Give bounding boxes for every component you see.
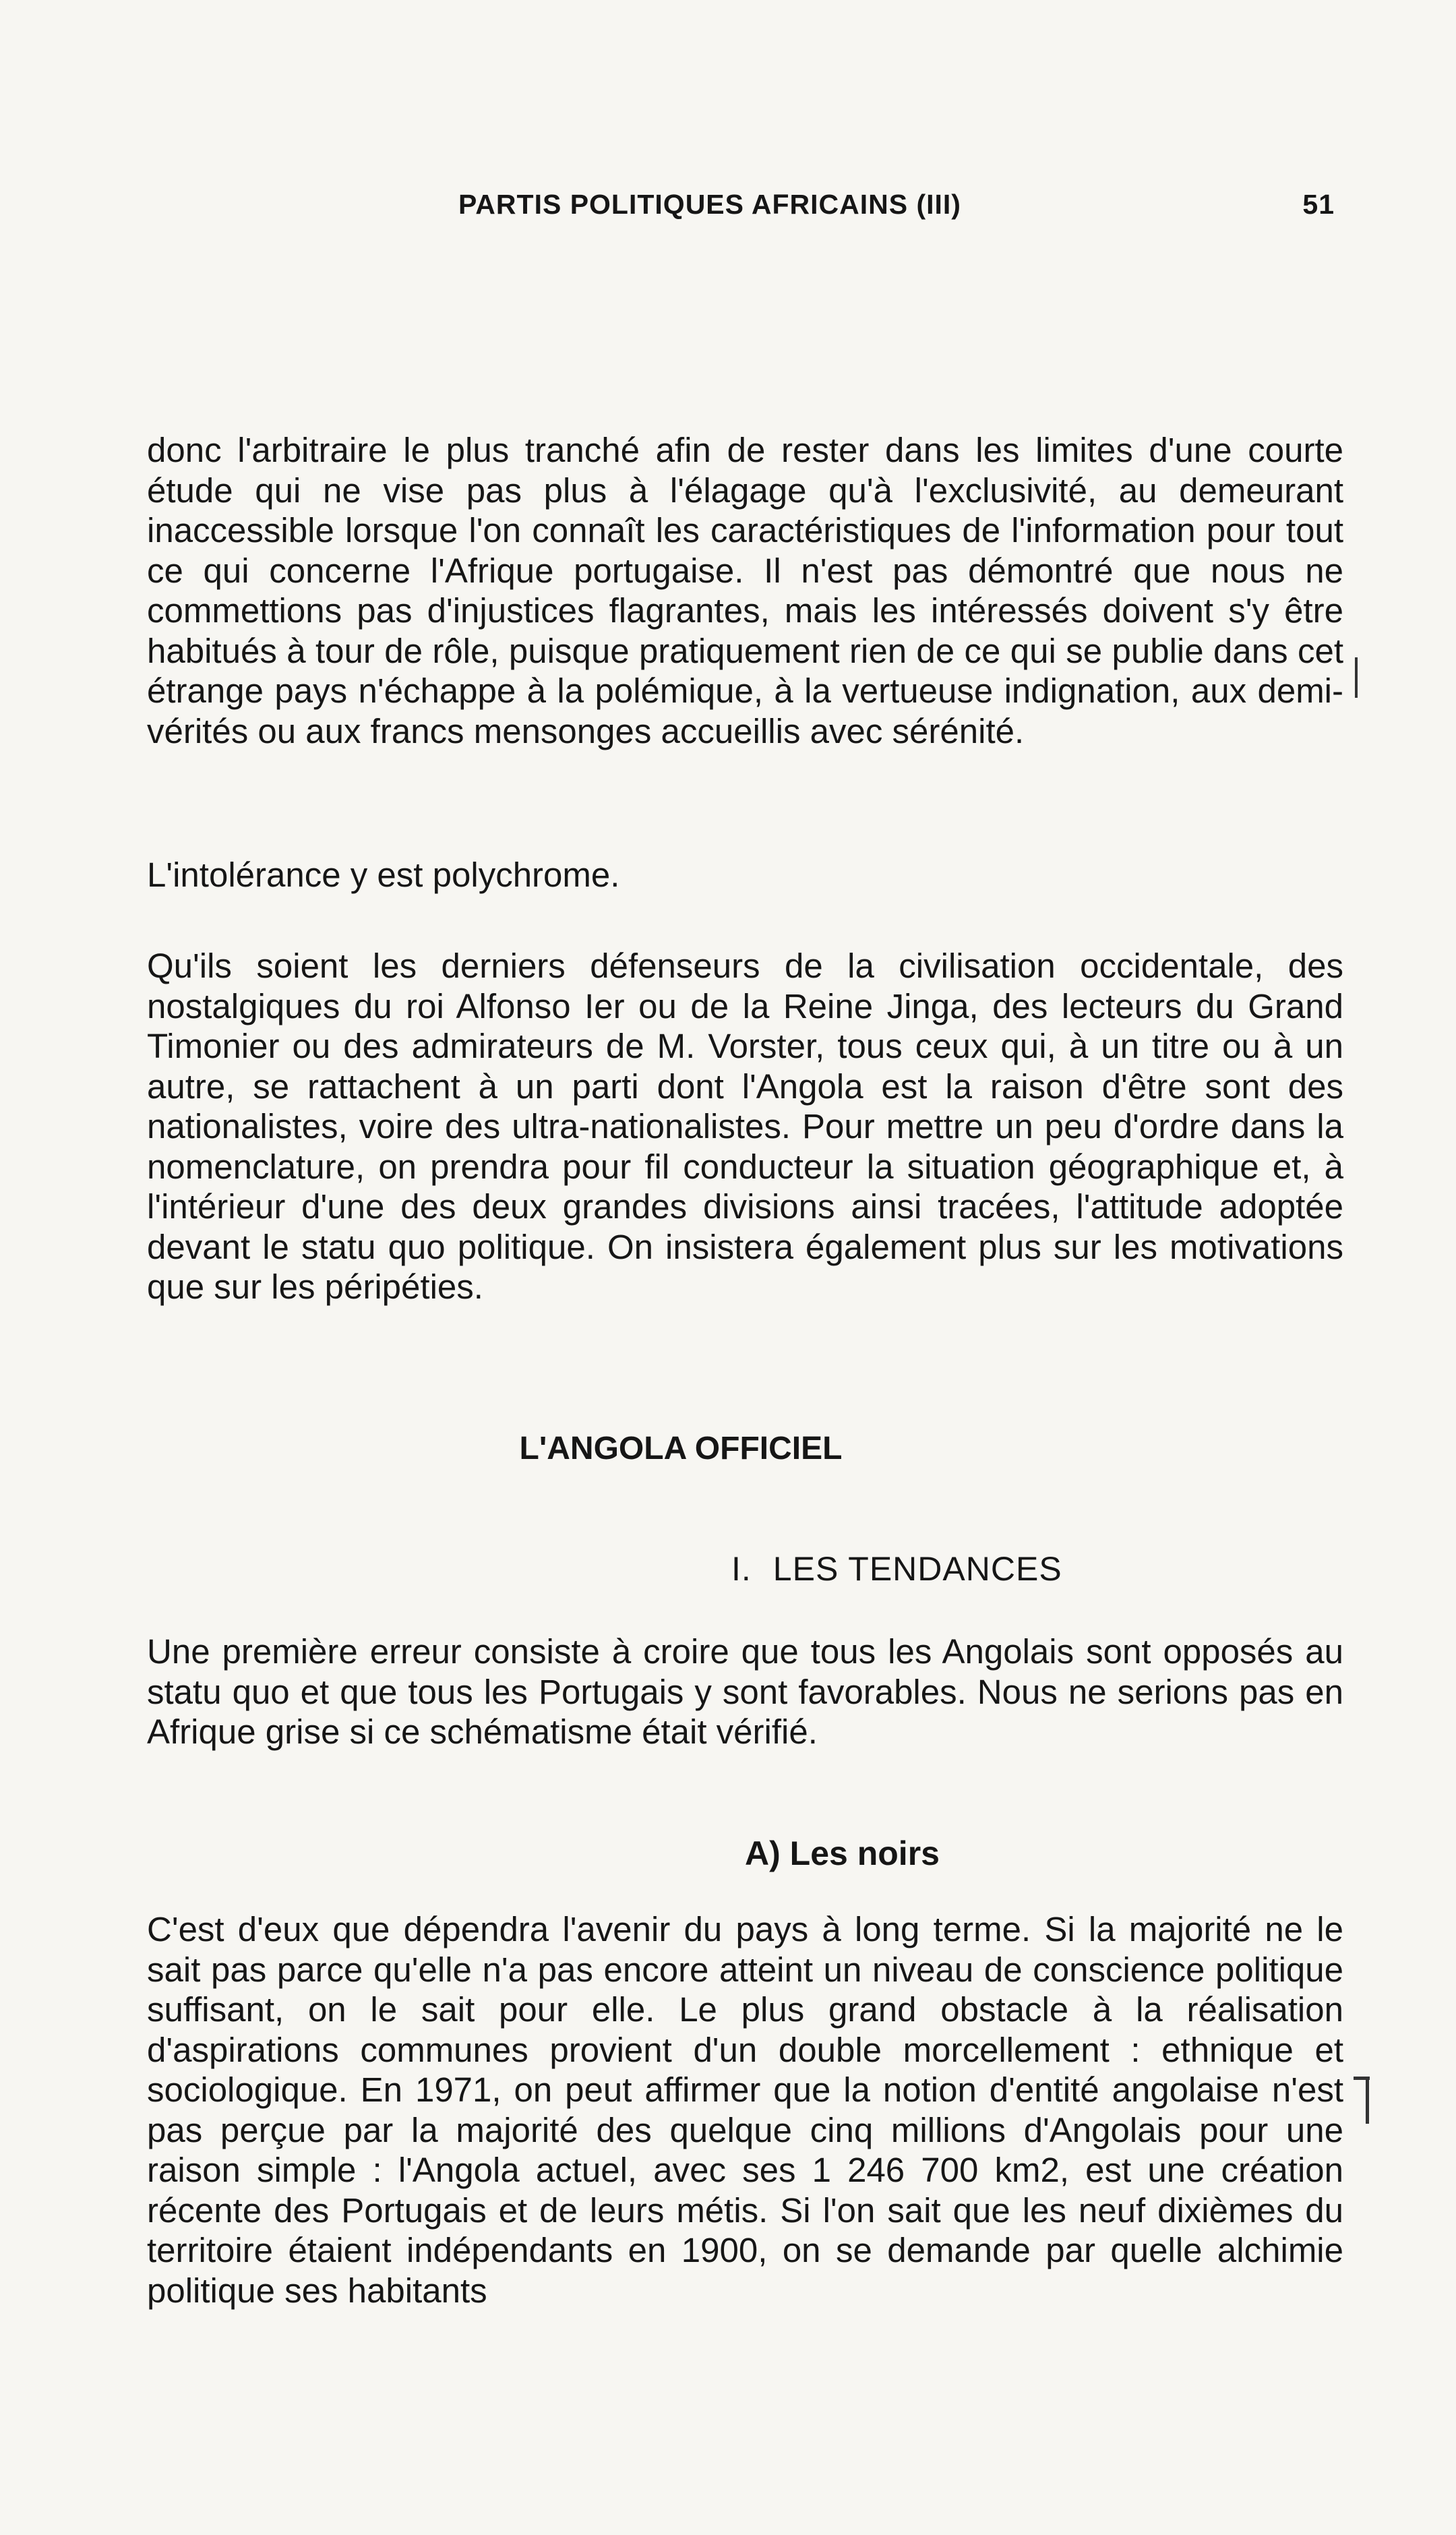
paragraph-nationalists: Qu'ils soient les derniers défenseurs de la civilisation occidentale, des nostalgiques du roi Alfonso Ier ou de la Reine Jinga, des lecteurs du Grand Timonier ou des admirateurs de M. Vorster, tous ceux qui, à un titre ou à un autre, se rattachent à un parti dont l'Angola est la raison d'être sont des nationalistes, voire des ultra-nationalistes. Pour mettre un peu d'ordre dans la nomenclature, on prendra pour fil conducteur la situation géographique et, à l'intérieur d'une des deux grandes divisions ainsi tracées, l'attitude adoptée devant le statu quo politique. On insistera également plus sur les motivations que sur les péripéties. <box>147 947 1343 1306</box>
page-number: 51 <box>1302 189 1335 220</box>
running-title: PARTIS POLITIQUES AFRICAINS (III) <box>458 189 961 220</box>
paragraph-les-noirs: C'est d'eux que dépendra l'avenir du pays à long terme. Si la majorité ne le sait pas parce qu'elle n'a pas encore atteint un niveau de conscience politique suffisant, on le sait pour elle. Le plus grand obstacle à la réalisation d'aspirations communes provient d'un double morcellement : ethnique et sociologique. En 1971, on peut affirmer que la notion d'entité angolaise n'est pas perçue par la majorité des quelque cinq millions d'Angolais pour une raison simple : l'Angola actuel, avec ses 1 246 700 km2, est une création récente des Portugais et de leurs métis. Si l'on sait que les neuf dixièmes du territoire étaient indépendants en 1900, on se demande par quelle alchimie politique ses habitants <box>147 1910 1343 2310</box>
subsection-number: I. <box>731 1550 752 1588</box>
subsection-title <box>731 1549 1062 1588</box>
subheading <box>745 1834 940 1873</box>
section-title: L'ANGOLA OFFICIEL <box>519 1431 843 1466</box>
margin-mark-right <box>1366 2077 1369 2124</box>
margin-mark-top <box>1355 657 1358 698</box>
subsection-label: LES TENDANCES <box>772 1550 1062 1588</box>
margin-mark-right-top <box>1354 2077 1370 2080</box>
paragraph-intolerance: L'intolérance y est polychrome. <box>147 856 620 894</box>
paragraph-intro: donc l'arbitraire le plus tranché afin de rester dans les limites d'une courte étude qui ne vise pas plus à l'élagage qu'à l'exclusivité, au demeurant inaccessible lorsque l'on connaît les caractéristiques de l'information pour tout ce qui concerne l'Afrique portugaise. Il n'est pas démontré que nous ne commettions pas d'injustices flagrantes, mais les intéressés doivent s'y être habitués à tour de rôle, puisque pratiquement rien de ce qui se publie dans cet étrange pays n'échappe à la polémique, à la vertueuse indignation, aux demi-vérités ou aux francs mensonges accueillis avec sérénité. <box>147 431 1343 750</box>
paragraph-first-error: Une première erreur consiste à croire que tous les Angolais sont opposés au statu quo et que tous les Portugais y sont favorables. Nous ne serions pas en Afrique grise si ce schématisme était vérifié. <box>147 1632 1343 1751</box>
subheading-label: Les noirs <box>789 1835 940 1872</box>
page-header <box>458 189 1335 229</box>
subheading-prefix: A) <box>745 1835 781 1872</box>
